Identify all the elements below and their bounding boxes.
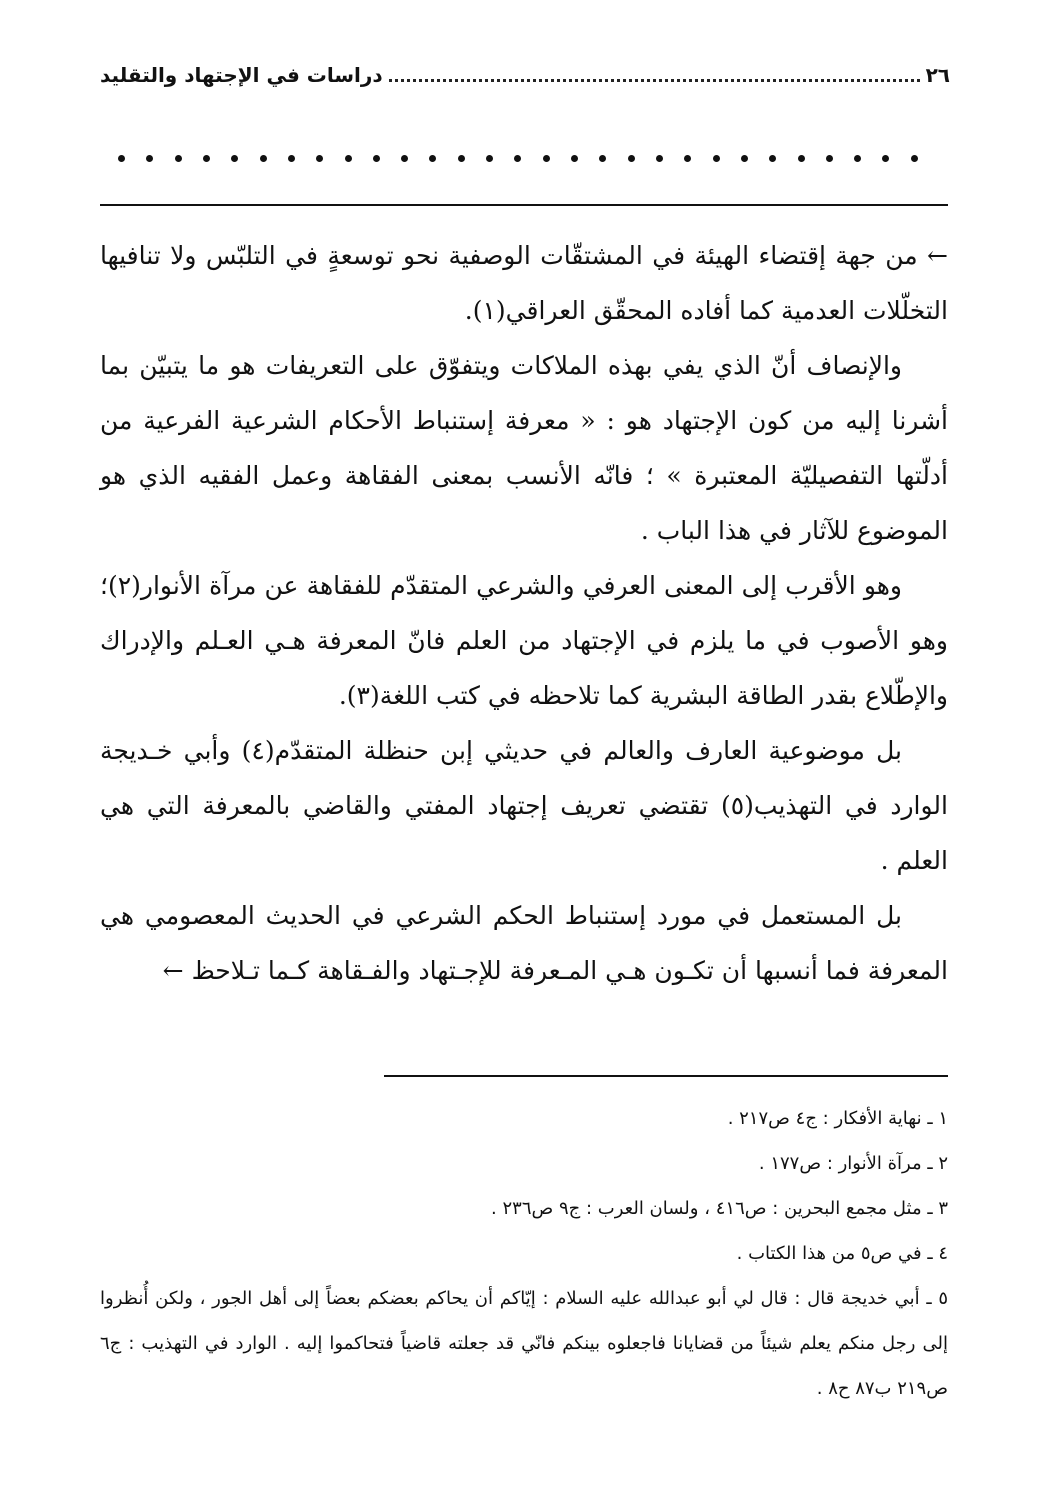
ornament-dot — [401, 155, 408, 162]
ornament-dot — [288, 155, 295, 162]
ornament-dot — [260, 155, 267, 162]
header-dot-leader — [389, 69, 920, 82]
ornament-dot — [826, 155, 833, 162]
ornament-dot — [911, 155, 918, 162]
ornament-dot — [231, 155, 238, 162]
ornament-dot — [543, 155, 550, 162]
ornament-dot — [713, 155, 720, 162]
ornament-dot — [118, 155, 125, 162]
ornament-dot — [203, 155, 210, 162]
footnotes — [100, 1096, 948, 1411]
ornament-dot — [854, 155, 861, 162]
footnote-4: ٤ ـ في ص٥ من هذا الكتاب . — [736, 1243, 948, 1264]
dotted-ornament — [118, 148, 918, 168]
ornament-dot — [684, 155, 691, 162]
ornament-dot — [458, 155, 465, 162]
paragraph-5: بل المستعمل في مورد إستنباط الحكم الشرعي في الحديث المعصومي هي المعرفة فما أنسبها أن تكـون هـي المـعرفة للإجـتهاد والفـقاهة كـما تـلاحظ ← — [100, 901, 948, 985]
footnote-3: ٣ ـ مثل مجمع البحرين : ص٤١٦ ، ولسان العرب : ج٩ ص٢٣٦ . — [491, 1198, 948, 1219]
ornament-dot — [486, 155, 493, 162]
footnote-1: ١ ـ نهاية الأفكار : ج٤ ص٢١٧ . — [727, 1108, 948, 1129]
book-title: دراسات في الإجتهاد والتقليد — [100, 63, 383, 87]
paragraph-1: ← من جهة إقتضاء الهيئة في المشتقّات الوصفية نحو توسعةٍ في التلبّس ولا تنافيها التخلّلات العدمية كما أفاده المحقّق العراقي(١). — [100, 241, 948, 325]
ornament-dot — [345, 155, 352, 162]
footnote-2: ٢ ـ مرآة الأنوار : ص١٧٧ . — [758, 1153, 948, 1174]
ornament-dot — [316, 155, 323, 162]
header-rule — [100, 204, 948, 206]
ornament-dot — [769, 155, 776, 162]
ornament-dot — [571, 155, 578, 162]
running-header — [100, 58, 950, 92]
ornament-dot — [882, 155, 889, 162]
ornament-dot — [429, 155, 436, 162]
ornament-dot — [656, 155, 663, 162]
footnote-5: ٥ ـ أبي خديجة قال : قال لي أبو عبدالله عليه السلام : إيّاكم أن يحاكم بعضكم بعضاً إلى أهل الجور ، ولكن أُنظروا إلى رجل منكم يعلم شيئاً من قضايانا فاجعلوه بينكم فانّي قد جعلته قاضياً فتحاكموا إليه . الوارد في التهذيب : ج٦ ص٢١٩ ب٨٧ ح٨ . — [100, 1288, 948, 1399]
paragraph-4: بل موضوعية العارف والعالم في حديثي إبن حنظلة المتقدّم(٤) وأبي خـديجة الوارد في التهذيب(٥) تقتضي تعريف إجتهاد المفتي والقاضي بالمعرفة التي هي العلم . — [100, 736, 948, 875]
ornament-dot — [628, 155, 635, 162]
ornament-dot — [146, 155, 153, 162]
main-text — [100, 228, 948, 998]
ornament-dot — [514, 155, 521, 162]
ornament-dot — [373, 155, 380, 162]
ornament-dot — [599, 155, 606, 162]
ornament-dot — [798, 155, 805, 162]
footnote-rule — [384, 1075, 948, 1077]
paragraph-2: والإنصاف أنّ الذي يفي بهذه الملاكات ويتفوّق على التعريفات هو ما يتبيّن بما أشرنا إليه من كون الإجتهاد هو : « معرفة إستنباط الأحكام الشرعية الفرعية من أدلّتها التفصيليّة المعتبرة » ؛ فانّه الأنسب بمعنى الفقاهة وعمل الفقيه الذي هو الموضوع للآثار في هذا الباب . — [100, 351, 948, 545]
ornament-dot — [175, 155, 182, 162]
page-number: ٢٦ — [925, 63, 950, 87]
ornament-dot — [741, 155, 748, 162]
paragraph-3: وهو الأقرب إلى المعنى العرفي والشرعي المتقدّم للفقاهة عن مرآة الأنوار(٢)؛ وهو الأصوب في ما يلزم في الإجتهاد من العلم فانّ المعرفة هـي العـلم والإدراك والإطّلاع بقدر الطاقة البشرية كما تلاحظه في كتب اللغة(٣). — [100, 571, 948, 710]
